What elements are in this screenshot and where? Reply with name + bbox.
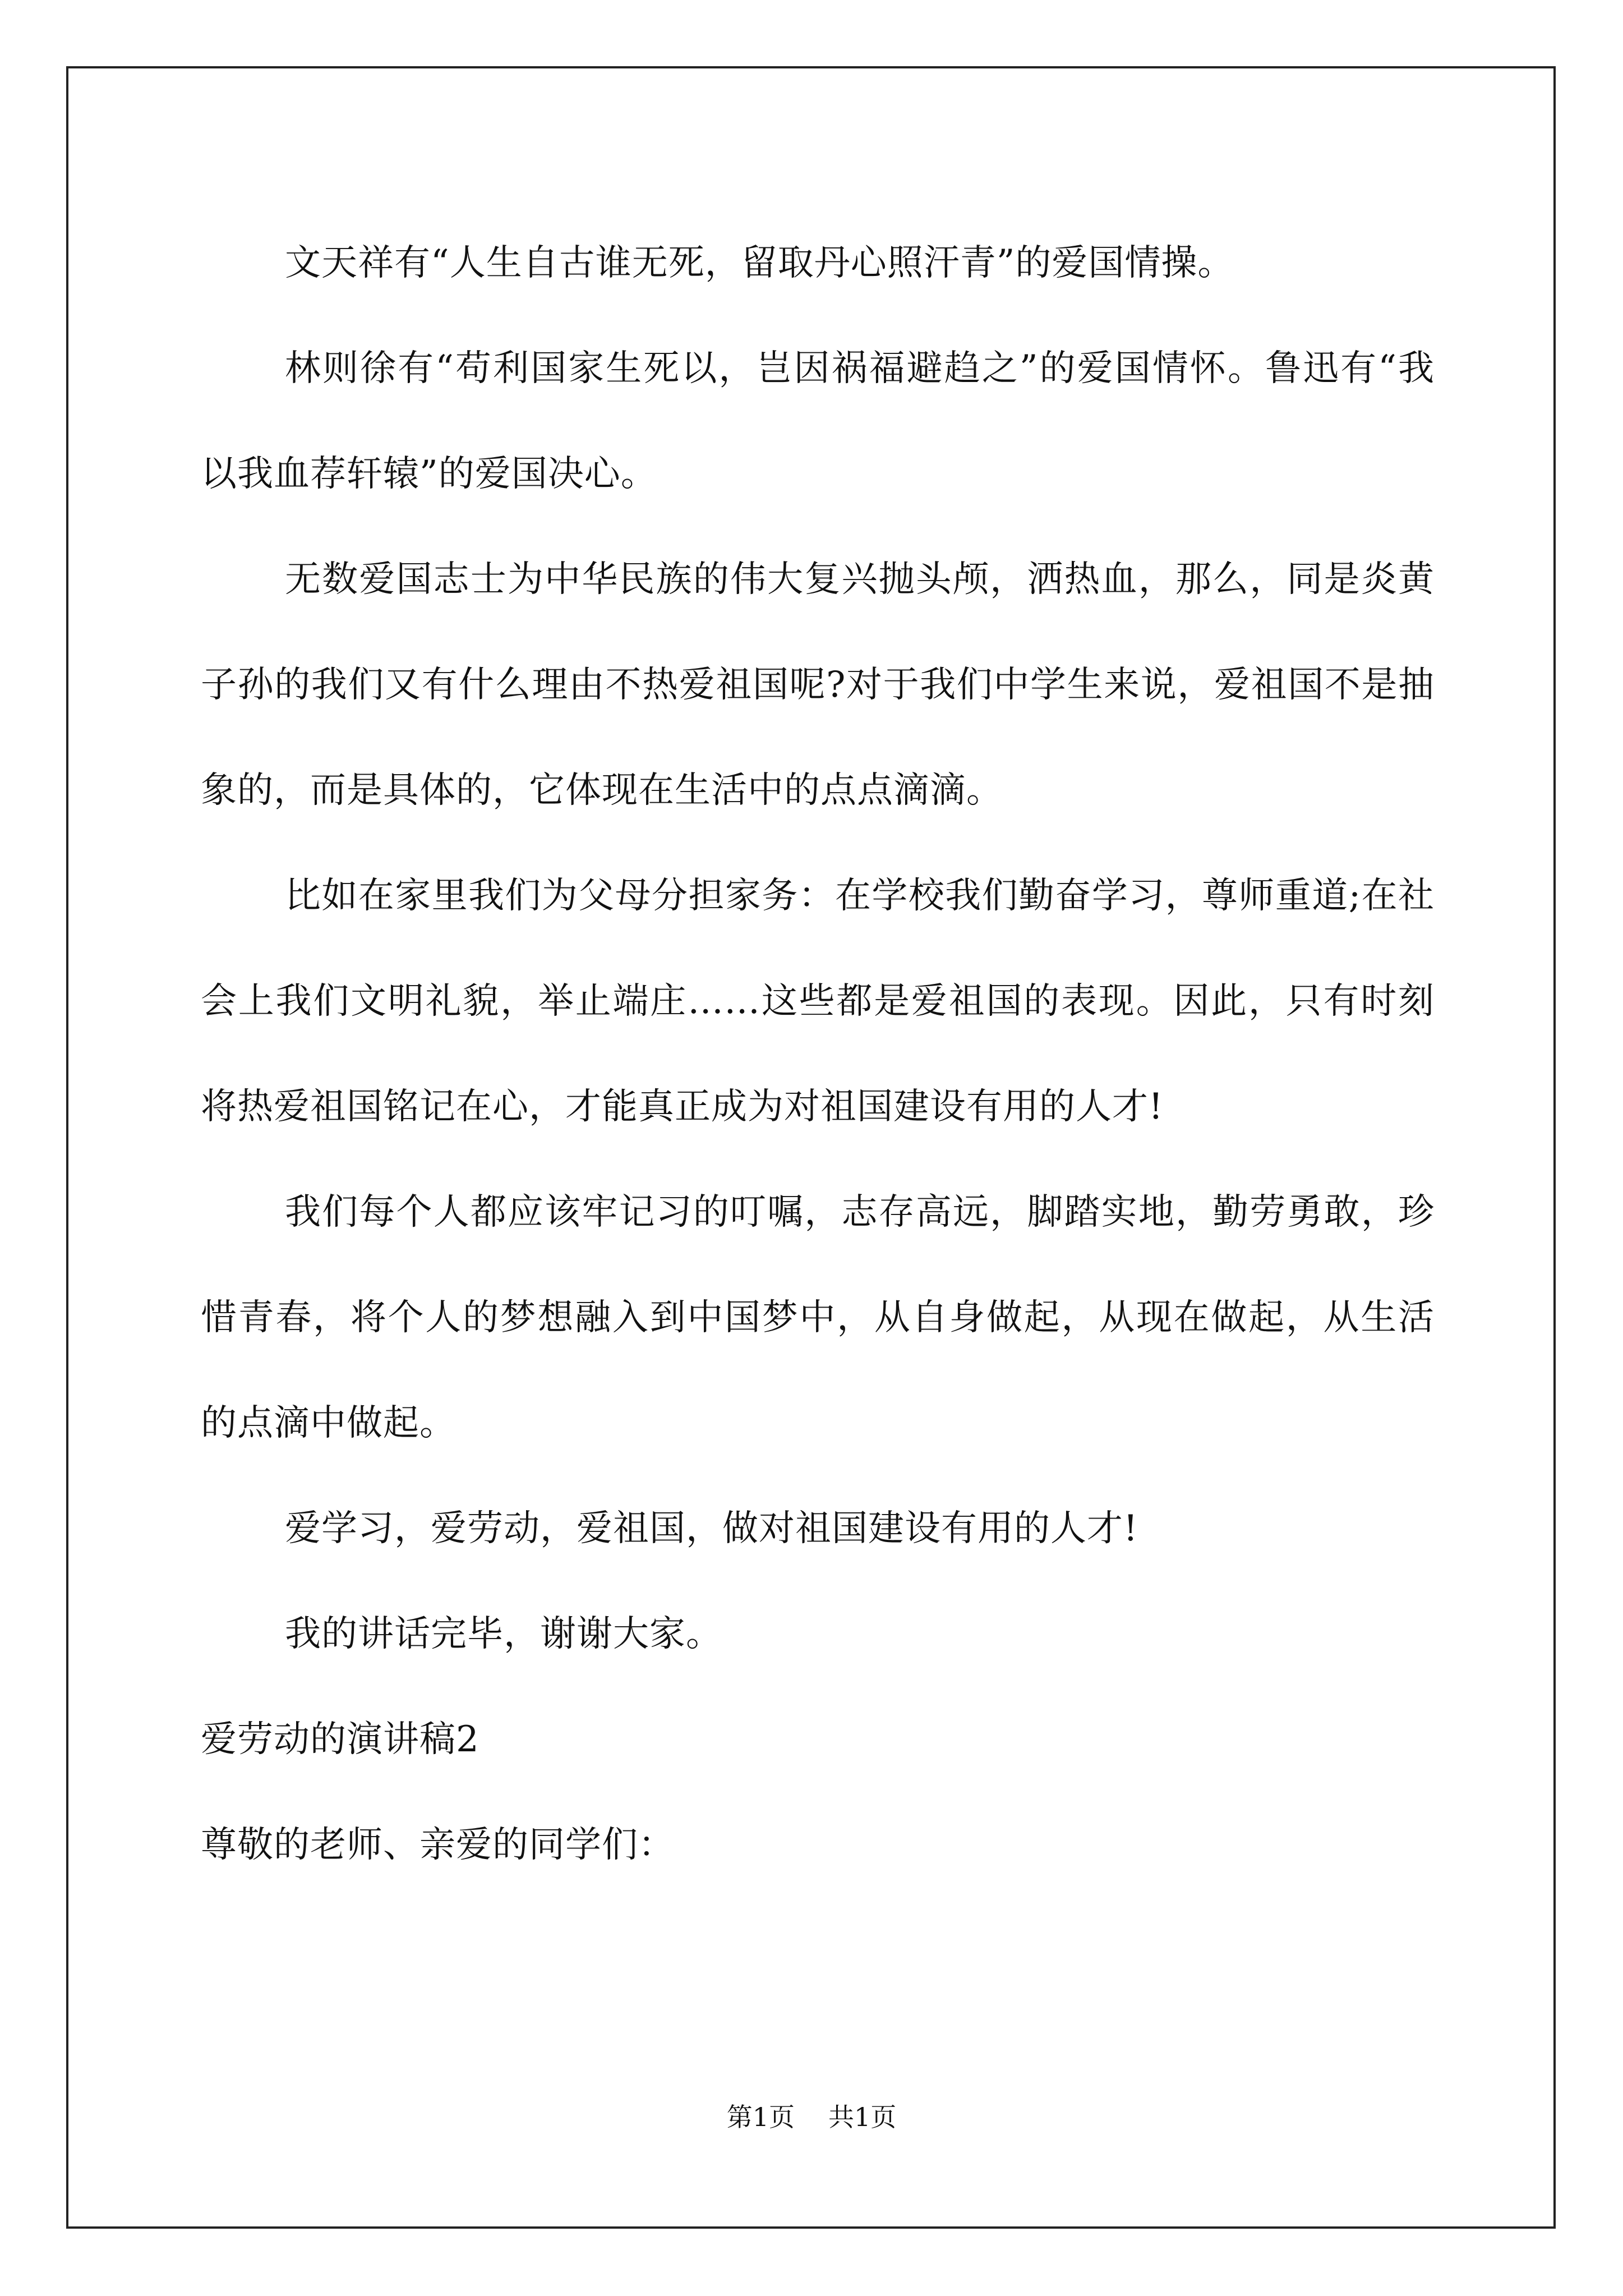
page-footer <box>0 2097 1623 2134</box>
paragraph-patriots: 无数爱国志士为中华民族的伟大复兴抛头颅，洒热血，那么，同是炎黄子孙的我们又有什么理由不热爱祖国呢?对于我们中学生来说，爱祖国不是抽象的，而是具体的，它体现在生活中的点点滴滴。 <box>201 559 1435 811</box>
paragraph-aspirations: 我们每个人都应该牢记习的叮嘱，志存高远，脚踏实地，勤劳勇敢，珍惜青春，将个人的梦想融入到中国梦中，从自身做起，从现在做起，从生活的点滴中做起。 <box>201 1191 1435 1444</box>
page-total: 共1页 <box>828 2102 897 2132</box>
paragraph-slogan: 爱学习，爱劳动，爱祖国，做对祖国建设有用的人才! <box>285 1508 1138 1549</box>
page-number: 第1页 <box>726 2102 795 2132</box>
paragraph-examples: 比如在家里我们为父母分担家务：在学校我们勤奋学习，尊师重道;在社会上我们文明礼貌，举止端庄……这些都是爱祖国的表现。因此，只有时刻将热爱祖国铭记在心，才能真正成为对祖国建设有用的人才! <box>201 875 1435 1128</box>
paragraph-wen-tianxiang: 文天祥有“人生自古谁无死，留取丹心照汗青”的爱国情操。 <box>285 242 1234 284</box>
paragraph-closing: 我的讲话完毕，谢谢大家。 <box>285 1613 722 1655</box>
document-body <box>201 210 1435 1898</box>
section-title: 爱劳动的演讲稿2 <box>201 1719 479 1760</box>
paragraph-lin-zexu: 林则徐有“苟利国家生死以，岂因祸福避趋之”的爱国情怀。鲁迅有“我以我血荐轩辕”的爱国决心。 <box>201 348 1435 495</box>
salutation: 尊敬的老师、亲爱的同学们： <box>201 1824 675 1866</box>
